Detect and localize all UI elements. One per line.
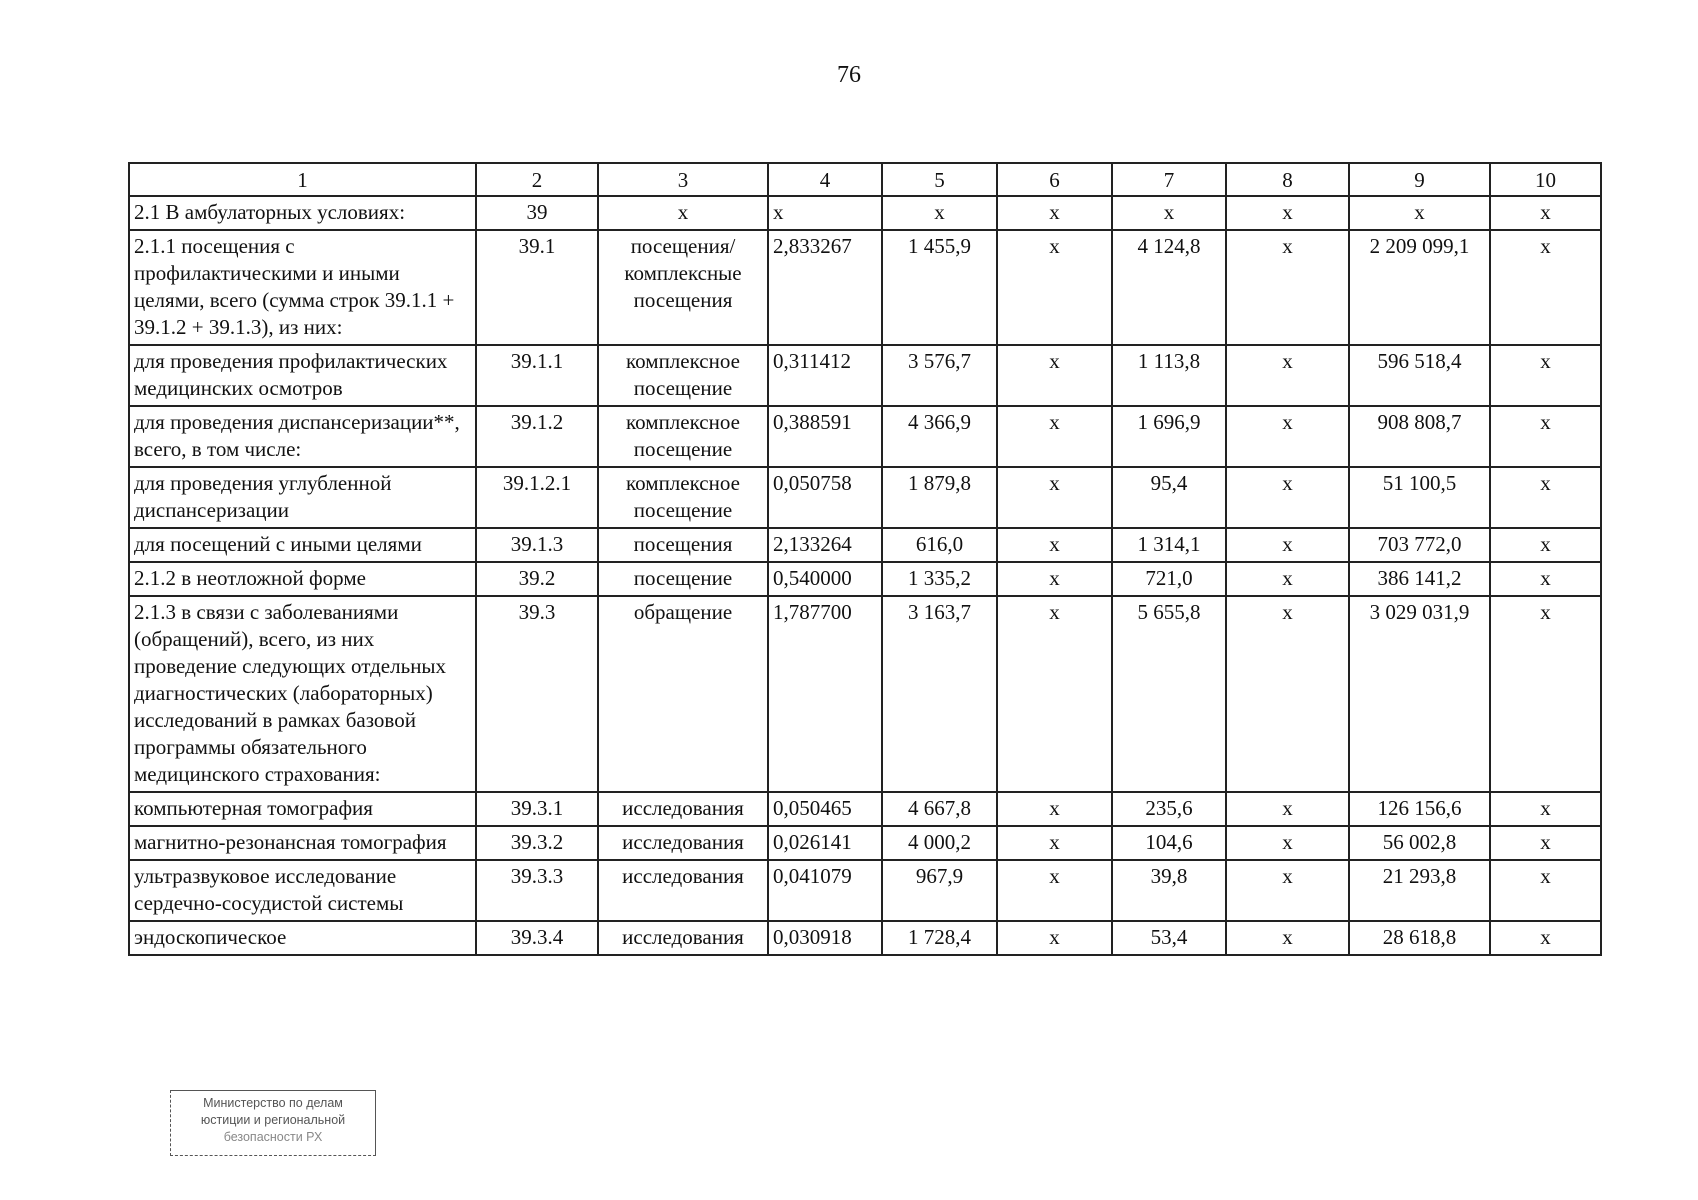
column-number-2: 2 bbox=[476, 163, 598, 196]
table-cell-col-8: x bbox=[1226, 345, 1349, 406]
table-cell-col-6: x bbox=[997, 528, 1112, 562]
table-cell-col-10: x bbox=[1490, 826, 1601, 860]
row-label-cell: для проведения профилактических медицинских осмотров bbox=[129, 345, 476, 406]
table-cell-col-8: x bbox=[1226, 826, 1349, 860]
table-cell-col-8: x bbox=[1226, 406, 1349, 467]
table-cell-col-4: 0,540000 bbox=[768, 562, 882, 596]
table-cell-col-6: x bbox=[997, 596, 1112, 792]
table-cell-col-7: 39,8 bbox=[1112, 860, 1226, 921]
table-cell-col-5: 1 879,8 bbox=[882, 467, 997, 528]
table-row bbox=[129, 792, 1601, 826]
table-cell-col-6: x bbox=[997, 406, 1112, 467]
table-cell-col-6: x bbox=[997, 826, 1112, 860]
table-cell-col-6: x bbox=[997, 196, 1112, 230]
registration-stamp bbox=[170, 1090, 376, 1156]
column-number-9: 9 bbox=[1349, 163, 1490, 196]
table-cell-col-6: x bbox=[997, 921, 1112, 955]
table-cell-col-8: x bbox=[1226, 860, 1349, 921]
table-cell-col-9: 703 772,0 bbox=[1349, 528, 1490, 562]
table-cell-col-2: 39.3.1 bbox=[476, 792, 598, 826]
table-cell-col-9: x bbox=[1349, 196, 1490, 230]
table-header-row bbox=[129, 163, 1601, 196]
table-cell-col-4: 1,787700 bbox=[768, 596, 882, 792]
table-cell-col-2: 39.3.2 bbox=[476, 826, 598, 860]
table-cell-col-7: 104,6 bbox=[1112, 826, 1226, 860]
table-cell-col-3: обращение bbox=[598, 596, 768, 792]
table-cell-col-7: x bbox=[1112, 196, 1226, 230]
table-cell-col-6: x bbox=[997, 345, 1112, 406]
table-cell-col-10: x bbox=[1490, 467, 1601, 528]
table-row bbox=[129, 826, 1601, 860]
table-row bbox=[129, 230, 1601, 345]
table-cell-col-4: 0,041079 bbox=[768, 860, 882, 921]
table-cell-col-6: x bbox=[997, 792, 1112, 826]
table-cell-col-4: x bbox=[768, 196, 882, 230]
table-cell-col-3: посещения bbox=[598, 528, 768, 562]
stamp-line-1: Министерство по делам bbox=[203, 1096, 343, 1110]
row-label-cell: 2.1 В амбулаторных условиях: bbox=[129, 196, 476, 230]
column-number-7: 7 bbox=[1112, 163, 1226, 196]
stamp-line-3: безопасности РХ bbox=[223, 1130, 323, 1144]
table-cell-col-10: x bbox=[1490, 528, 1601, 562]
table-cell-col-8: x bbox=[1226, 467, 1349, 528]
table-cell-col-8: x bbox=[1226, 196, 1349, 230]
table-cell-col-10: x bbox=[1490, 596, 1601, 792]
table-cell-col-10: x bbox=[1490, 230, 1601, 345]
table-cell-col-4: 0,030918 bbox=[768, 921, 882, 955]
column-number-10: 10 bbox=[1490, 163, 1601, 196]
table-cell-col-2: 39.3.4 bbox=[476, 921, 598, 955]
row-label-cell: 2.1.3 в связи с заболеваниями (обращений), всего, из них проведение следующих отдельных диагностических (лабораторных) исследований в рамках базовой программы обязательного медицинского страхования: bbox=[129, 596, 476, 792]
table-cell-col-10: x bbox=[1490, 562, 1601, 596]
table-cell-col-9: 596 518,4 bbox=[1349, 345, 1490, 406]
table-cell-col-9: 2 209 099,1 bbox=[1349, 230, 1490, 345]
table-cell-col-10: x bbox=[1490, 345, 1601, 406]
table-cell-col-2: 39.1.2 bbox=[476, 406, 598, 467]
table-cell-col-4: 0,026141 bbox=[768, 826, 882, 860]
table-cell-col-8: x bbox=[1226, 921, 1349, 955]
column-number-5: 5 bbox=[882, 163, 997, 196]
table-cell-col-7: 1 696,9 bbox=[1112, 406, 1226, 467]
table-cell-col-2: 39.3.3 bbox=[476, 860, 598, 921]
row-label-cell: магнитно-резонансная томография bbox=[129, 826, 476, 860]
table-cell-col-7: 4 124,8 bbox=[1112, 230, 1226, 345]
row-label-cell: 2.1.1 посещения с профилактическими и иными целями, всего (сумма строк 39.1.1 + 39.1.2 + 39.1.3), из них: bbox=[129, 230, 476, 345]
table-cell-col-7: 53,4 bbox=[1112, 921, 1226, 955]
table-cell-col-9: 56 002,8 bbox=[1349, 826, 1490, 860]
row-label-cell: для проведения диспансеризации**, всего, в том числе: bbox=[129, 406, 476, 467]
stamp-line-2: юстиции и региональной bbox=[200, 1113, 346, 1127]
table-cell-col-4: 0,050758 bbox=[768, 467, 882, 528]
table-cell-col-9: 21 293,8 bbox=[1349, 860, 1490, 921]
column-number-4: 4 bbox=[768, 163, 882, 196]
table-cell-col-6: x bbox=[997, 230, 1112, 345]
column-number-3: 3 bbox=[598, 163, 768, 196]
table-row bbox=[129, 596, 1601, 792]
table-cell-col-2: 39.1.3 bbox=[476, 528, 598, 562]
table-cell-col-10: x bbox=[1490, 406, 1601, 467]
table-cell-col-5: 3 163,7 bbox=[882, 596, 997, 792]
table-cell-col-10: x bbox=[1490, 860, 1601, 921]
table-cell-col-8: x bbox=[1226, 596, 1349, 792]
table-cell-col-7: 721,0 bbox=[1112, 562, 1226, 596]
table-row bbox=[129, 467, 1601, 528]
table-cell-col-10: x bbox=[1490, 921, 1601, 955]
table-row bbox=[129, 196, 1601, 230]
table-cell-col-9: 28 618,8 bbox=[1349, 921, 1490, 955]
table-cell-col-10: x bbox=[1490, 792, 1601, 826]
table-cell-col-8: x bbox=[1226, 562, 1349, 596]
table-cell-col-3: исследования bbox=[598, 921, 768, 955]
table-cell-col-4: 0,050465 bbox=[768, 792, 882, 826]
table-cell-col-9: 126 156,6 bbox=[1349, 792, 1490, 826]
table-cell-col-5: 4 667,8 bbox=[882, 792, 997, 826]
table-cell-col-7: 5 655,8 bbox=[1112, 596, 1226, 792]
page-number: 76 bbox=[837, 62, 861, 88]
table-cell-col-2: 39.1.2.1 bbox=[476, 467, 598, 528]
table-cell-col-6: x bbox=[997, 467, 1112, 528]
table-row bbox=[129, 345, 1601, 406]
table-cell-col-3: комплексное посещение bbox=[598, 467, 768, 528]
row-label-cell: компьютерная томография bbox=[129, 792, 476, 826]
table-cell-col-5: x bbox=[882, 196, 997, 230]
table-cell-col-3: x bbox=[598, 196, 768, 230]
table-row bbox=[129, 860, 1601, 921]
table-cell-col-8: x bbox=[1226, 792, 1349, 826]
table-cell-col-3: исследования bbox=[598, 860, 768, 921]
table-cell-col-9: 51 100,5 bbox=[1349, 467, 1490, 528]
table-cell-col-8: x bbox=[1226, 528, 1349, 562]
table-row bbox=[129, 921, 1601, 955]
table-cell-col-6: x bbox=[997, 860, 1112, 921]
table-row bbox=[129, 406, 1601, 467]
data-table bbox=[128, 162, 1602, 956]
table-cell-col-7: 1 113,8 bbox=[1112, 345, 1226, 406]
column-number-6: 6 bbox=[997, 163, 1112, 196]
table-cell-col-4: 2,133264 bbox=[768, 528, 882, 562]
table-cell-col-2: 39.1 bbox=[476, 230, 598, 345]
table-cell-col-9: 3 029 031,9 bbox=[1349, 596, 1490, 792]
table-cell-col-3: комплексное посещение bbox=[598, 345, 768, 406]
table-cell-col-7: 1 314,1 bbox=[1112, 528, 1226, 562]
table-cell-col-6: x bbox=[997, 562, 1112, 596]
table-cell-col-8: x bbox=[1226, 230, 1349, 345]
table-cell-col-3: посещения/ комплексные посещения bbox=[598, 230, 768, 345]
table-cell-col-9: 386 141,2 bbox=[1349, 562, 1490, 596]
table-cell-col-5: 1 728,4 bbox=[882, 921, 997, 955]
table-cell-col-4: 2,833267 bbox=[768, 230, 882, 345]
table-cell-col-5: 1 455,9 bbox=[882, 230, 997, 345]
table-cell-col-4: 0,311412 bbox=[768, 345, 882, 406]
row-label-cell: для посещений с иными целями bbox=[129, 528, 476, 562]
table-cell-col-2: 39.2 bbox=[476, 562, 598, 596]
table-cell-col-3: исследования bbox=[598, 826, 768, 860]
table-row bbox=[129, 562, 1601, 596]
table-cell-col-3: исследования bbox=[598, 792, 768, 826]
table-cell-col-5: 616,0 bbox=[882, 528, 997, 562]
table-cell-col-7: 235,6 bbox=[1112, 792, 1226, 826]
column-number-8: 8 bbox=[1226, 163, 1349, 196]
row-label-cell: ультразвуковое исследование сердечно-сосудистой системы bbox=[129, 860, 476, 921]
table-cell-col-5: 1 335,2 bbox=[882, 562, 997, 596]
table-cell-col-5: 4 366,9 bbox=[882, 406, 997, 467]
table-cell-col-5: 4 000,2 bbox=[882, 826, 997, 860]
table-row bbox=[129, 528, 1601, 562]
table-cell-col-3: комплексное посещение bbox=[598, 406, 768, 467]
table-cell-col-7: 95,4 bbox=[1112, 467, 1226, 528]
row-label-cell: 2.1.2 в неотложной форме bbox=[129, 562, 476, 596]
column-number-1: 1 bbox=[129, 163, 476, 196]
table-cell-col-5: 3 576,7 bbox=[882, 345, 997, 406]
table-cell-col-10: x bbox=[1490, 196, 1601, 230]
row-label-cell: эндоскопическое bbox=[129, 921, 476, 955]
table-cell-col-2: 39.3 bbox=[476, 596, 598, 792]
table-cell-col-9: 908 808,7 bbox=[1349, 406, 1490, 467]
row-label-cell: для проведения углубленной диспансеризации bbox=[129, 467, 476, 528]
table-cell-col-3: посещение bbox=[598, 562, 768, 596]
table-cell-col-4: 0,388591 bbox=[768, 406, 882, 467]
table-cell-col-2: 39.1.1 bbox=[476, 345, 598, 406]
table-cell-col-2: 39 bbox=[476, 196, 598, 230]
table-cell-col-5: 967,9 bbox=[882, 860, 997, 921]
